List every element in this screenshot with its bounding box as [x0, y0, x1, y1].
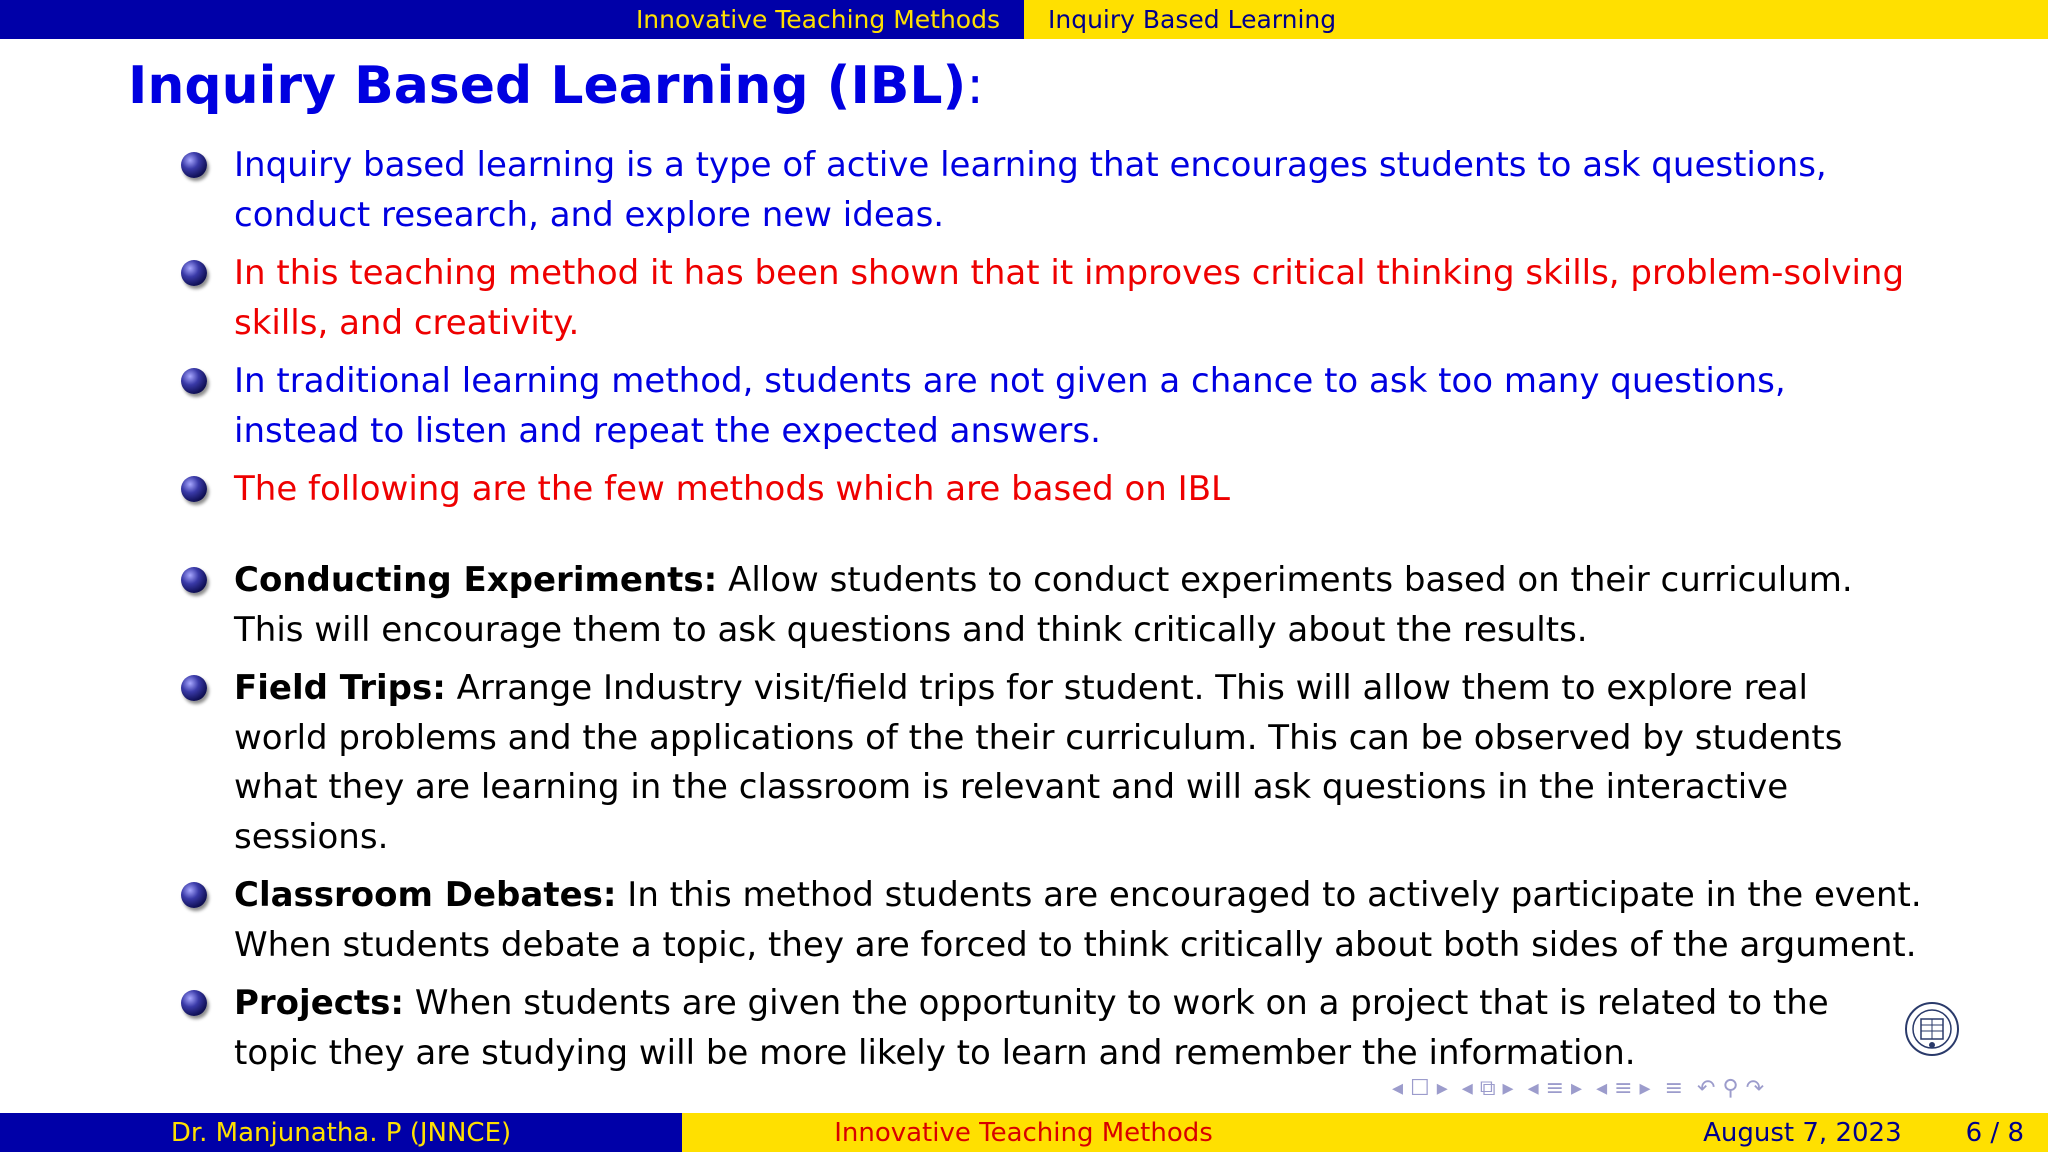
- nav-subsection-icon[interactable]: ◂ ⧉ ▸: [1461, 1075, 1514, 1101]
- item-line: The following are the few methods which are based on IBL: [234, 469, 1230, 509]
- method-line: When students debate a topic, they are forced to think critically about both sides of the argument.: [234, 924, 1917, 965]
- method-item: [234, 556, 1934, 655]
- bullet-ball-icon: [181, 152, 207, 178]
- item-line: conduct research, and explore new ideas.: [234, 194, 945, 235]
- method-line: topic they are studying will be more likely to learn and remember the information.: [234, 1032, 1636, 1073]
- header-subsection[interactable]: [1024, 0, 2048, 39]
- item-line: skills, and creativity.: [234, 302, 580, 343]
- footer-date: August 7, 2023: [1703, 1117, 1902, 1148]
- item-line: In traditional learning method, students are not given a chance to ask too many questions,: [234, 361, 1786, 401]
- slide-title-text: Inquiry Based Learning (IBL): [128, 56, 967, 116]
- method-line: This will encourage them to ask questions and think critically about the results.: [234, 609, 1588, 650]
- method-term: Conducting Experiments:: [234, 560, 718, 600]
- method-item: [234, 979, 1934, 1078]
- nav-frame-prev-icon[interactable]: ◂ ☐ ▸: [1392, 1075, 1448, 1101]
- nav-menu-icon[interactable]: ≡: [1664, 1075, 1684, 1101]
- footer-author[interactable]: Dr. Manjunatha. P (JNNCE): [0, 1113, 682, 1152]
- method-text: When students are given the opportunity to work on a project that is related to the: [414, 983, 1829, 1023]
- method-text: Arrange Industry visit/field trips for student. This will allow them to explore real: [456, 668, 1809, 708]
- nav-doc-icon[interactable]: ◂ ≡ ▸: [1596, 1075, 1651, 1101]
- method-line: sessions.: [234, 816, 389, 857]
- nav-section-icon[interactable]: ◂ ≡ ▸: [1527, 1075, 1583, 1101]
- header-subsection-label[interactable]: Inquiry Based Learning: [1048, 5, 1337, 34]
- footer-page: 6 / 8: [1965, 1117, 2024, 1148]
- method-term: Projects:: [234, 983, 404, 1023]
- method-term: Field Trips:: [234, 668, 446, 708]
- header-section-label[interactable]: Innovative Teaching Methods: [635, 5, 1000, 34]
- bullet-ball-icon: [181, 675, 207, 701]
- slide-title: [128, 56, 984, 116]
- footer-bar: [0, 1113, 2048, 1152]
- list-item: [234, 357, 1934, 456]
- footer-right: [1365, 1113, 2048, 1152]
- method-term: Classroom Debates:: [234, 875, 617, 915]
- method-item: [234, 871, 1934, 970]
- list-item: [234, 249, 1934, 348]
- method-line: world problems and the applications of the their curriculum. This can be observed by students: [234, 717, 1843, 758]
- method-item: [234, 664, 1934, 862]
- nav-search-icon[interactable]: ↶ ⚲ ↷: [1697, 1075, 1765, 1101]
- item-line: Inquiry based learning is a type of active learning that encourages students to ask questions,: [234, 145, 1827, 185]
- bullet-ball-icon: [181, 567, 207, 593]
- list-item: [234, 465, 1934, 515]
- list-item: [234, 141, 1934, 240]
- beamer-nav-icons: [1392, 1073, 1952, 1103]
- method-text: In this method students are encouraged to actively participate in the event.: [627, 875, 1922, 915]
- bullet-ball-icon: [181, 476, 207, 502]
- header-section[interactable]: [0, 0, 1024, 39]
- method-line: what they are learning in the classroom is relevant and will ask questions in the interactive: [234, 767, 1789, 807]
- bullet-ball-icon: [181, 990, 207, 1016]
- header-bar: [0, 0, 2048, 39]
- bullet-ball-icon: [181, 882, 207, 908]
- footer-title[interactable]: Innovative Teaching Methods: [682, 1113, 1365, 1152]
- item-line: instead to listen and repeat the expected answers.: [234, 410, 1101, 451]
- method-text: Allow students to conduct experiments based on their curriculum.: [728, 560, 1853, 600]
- bullet-ball-icon: [181, 260, 207, 286]
- item-line: In this teaching method it has been shown that it improves critical thinking skills, problem-solving: [234, 253, 1905, 293]
- bullet-ball-icon: [181, 368, 207, 394]
- slide-title-colon: :: [966, 56, 984, 116]
- college-logo-icon: [1904, 1000, 1960, 1058]
